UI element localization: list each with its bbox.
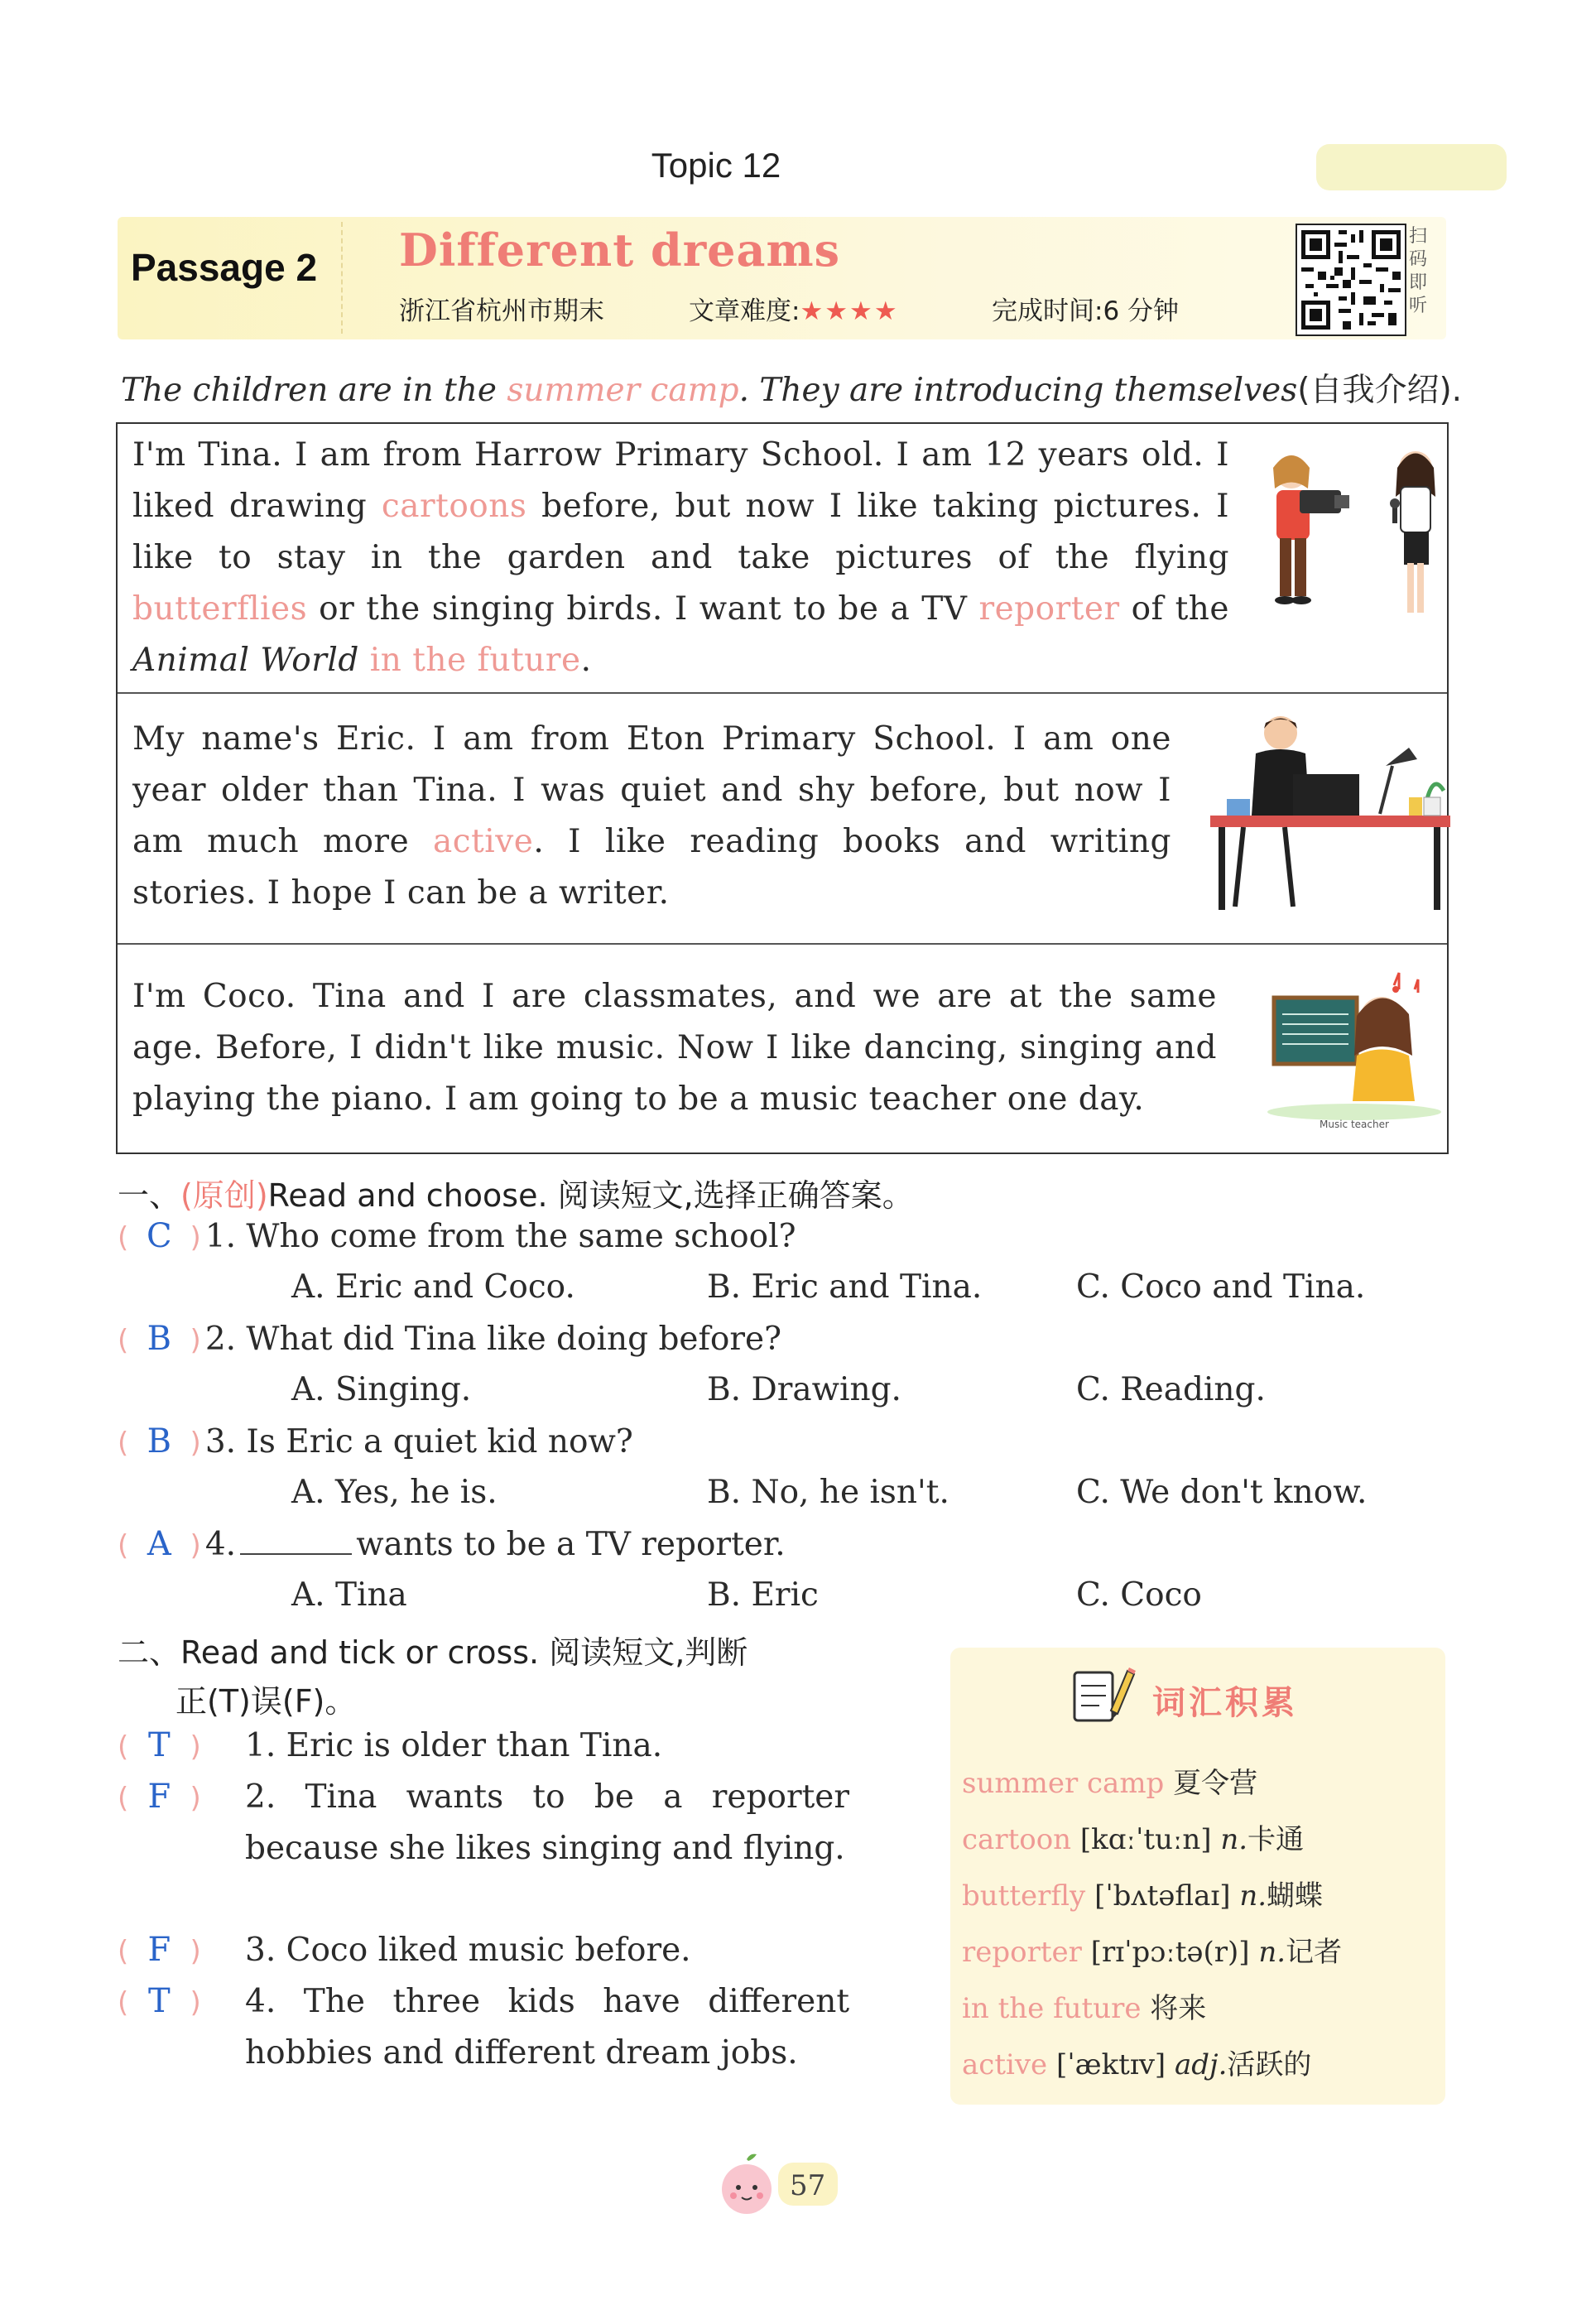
tf-statement: 4. The three kids have different hobbies and different dream jobs. xyxy=(245,1983,849,2072)
difficulty-rating xyxy=(689,290,899,327)
vocab-item: active [ˈæktɪv] adj.活跃的 xyxy=(962,2048,1312,2081)
keyword-summer-camp: summer camp xyxy=(507,372,739,409)
option-a: A. Yes, he is. xyxy=(291,1474,498,1511)
music-teacher-illustration xyxy=(1262,965,1448,1130)
peach-mascot-icon xyxy=(714,2151,780,2222)
answer-blank[interactable]: B xyxy=(147,1320,172,1358)
option-c: C. Reading. xyxy=(1076,1371,1266,1408)
option-b: B. No, he isn't. xyxy=(707,1474,949,1511)
tf-item-3: ( F ) xyxy=(118,1931,201,1969)
vocab-item: in the future 将来 xyxy=(962,1992,1207,2025)
option-a: A. Singing. xyxy=(291,1371,472,1408)
option-b: B. Eric xyxy=(707,1576,819,1614)
question-1: ( C ) 1. Who come from the same school? xyxy=(118,1217,796,1255)
option-c: C. We don't know. xyxy=(1076,1474,1368,1511)
option-b: B. Eric and Tina. xyxy=(707,1268,983,1306)
passage-label: Passage 2 xyxy=(131,246,318,289)
page-number: 57 xyxy=(790,2169,826,2202)
writer-at-desk-illustration xyxy=(1210,708,1450,919)
tf-item-4: ( T ) xyxy=(118,1982,201,2020)
reporter-camera-illustration xyxy=(1242,439,1449,629)
tf-statement: 1. Eric is older than Tina. xyxy=(245,1727,663,1764)
paragraph-eric: My name's Eric. I am from Eton Primary School. I am one year older than Tina. I was quiet and shy before, but now I am much more active. I like reading books and writing stories. I hope I can be a writer. xyxy=(132,720,1171,912)
answer-blank[interactable]: F xyxy=(147,1778,171,1816)
answer-blank[interactable]: B xyxy=(147,1422,172,1460)
question-3: ( B ) 3. Is Eric a quiet kid now? xyxy=(118,1422,633,1460)
notebook-pencil-icon xyxy=(1070,1664,1136,1727)
tf-statement: 3. Coco liked music before. xyxy=(245,1932,691,1969)
vocab-item: cartoon [kɑːˈtuːn] n.卡通 xyxy=(962,1823,1305,1856)
option-c: C. Coco and Tina. xyxy=(1076,1268,1366,1306)
difficulty-label: 文章难度: xyxy=(689,296,800,326)
keyword-reporter: reporter xyxy=(978,590,1120,628)
vocab-item: summer camp 夏令营 xyxy=(962,1767,1258,1800)
qr-caption: 扫 码 即 听 xyxy=(1409,226,1428,316)
passage-title: Different dreams xyxy=(399,224,841,277)
paragraph-tina: I'm Tina. I am from Harrow Primary School. I am 12 years old. I liked drawing cartoons before, but now I like taking pictures. I like to stay in the garden and take pictures of the flying butterflies or the singing birds. I want to be a TV reporter of the Animal World in the future. xyxy=(132,436,1230,679)
option-c: C. Coco xyxy=(1076,1576,1202,1614)
completion-time: 完成时间:6 分钟 xyxy=(992,296,1180,326)
keyword-in-the-future: in the future xyxy=(358,642,581,679)
section2-title-line2: 正(T)误(F)。 xyxy=(175,1683,357,1720)
option-a: A. Eric and Coco. xyxy=(291,1268,575,1306)
question-2: ( B ) 2. What did Tina like doing before? xyxy=(118,1320,782,1358)
tf-item-2: ( F ) xyxy=(118,1778,201,1816)
tf-item-1: ( T ) xyxy=(118,1726,201,1764)
tf-statement: 2. Tina wants to be a reporter because she likes singing and flying. xyxy=(245,1778,849,1867)
intro-sentence: The children are in the summer camp. They are introducing themselves(自我介绍). xyxy=(121,372,1463,409)
vocab-item: reporter [rɪˈpɔːtə(r)] n.记者 xyxy=(962,1936,1343,1969)
section1-title: 一、(原创)Read and choose. 阅读短文,选择正确答案。 xyxy=(118,1177,914,1214)
keyword-active: active xyxy=(433,823,534,860)
option-a: A. Tina xyxy=(291,1576,407,1614)
answer-blank[interactable]: T xyxy=(148,1982,171,2020)
topic-heading: Topic 12 xyxy=(651,146,781,185)
section2-title-line1: 二、Read and tick or cross. 阅读短文,判断 xyxy=(118,1634,748,1671)
option-b: B. Drawing. xyxy=(707,1371,901,1408)
answer-blank[interactable]: T xyxy=(148,1726,171,1764)
header-divider xyxy=(341,222,343,334)
keyword-cartoons: cartoons xyxy=(381,488,527,525)
paragraph-coco: I'm Coco. Tina and I are classmates, and we are at the same age. Before, I didn't like music. Now I like dancing, singing and playing the piano. I am going to be a music teacher one day. xyxy=(132,978,1217,1118)
keyword-butterflies: butterflies xyxy=(132,590,308,628)
vocab-item: butterfly [ˈbʌtəflaɪ] n.蝴蝶 xyxy=(962,1879,1324,1913)
vocabulary-title: 词汇积累 xyxy=(1152,1684,1298,1722)
answer-blank[interactable]: F xyxy=(147,1931,171,1969)
passage-divider-1 xyxy=(118,692,1447,694)
fill-in-blank-line[interactable] xyxy=(240,1525,352,1555)
qr-code-icon[interactable] xyxy=(1296,224,1406,336)
difficulty-stars-icon: ★★★★ xyxy=(800,296,899,326)
answer-blank[interactable]: C xyxy=(147,1217,172,1255)
original-tag: (原创) xyxy=(180,1177,268,1214)
passage-divider-2 xyxy=(118,943,1447,945)
answer-blank[interactable]: A xyxy=(147,1525,171,1563)
illustration-caption: Music teacher xyxy=(1320,1119,1389,1130)
question-4: ( A ) 4. wants to be a TV reporter. xyxy=(118,1525,786,1563)
passage-source: 浙江省杭州市期末 xyxy=(399,296,604,326)
